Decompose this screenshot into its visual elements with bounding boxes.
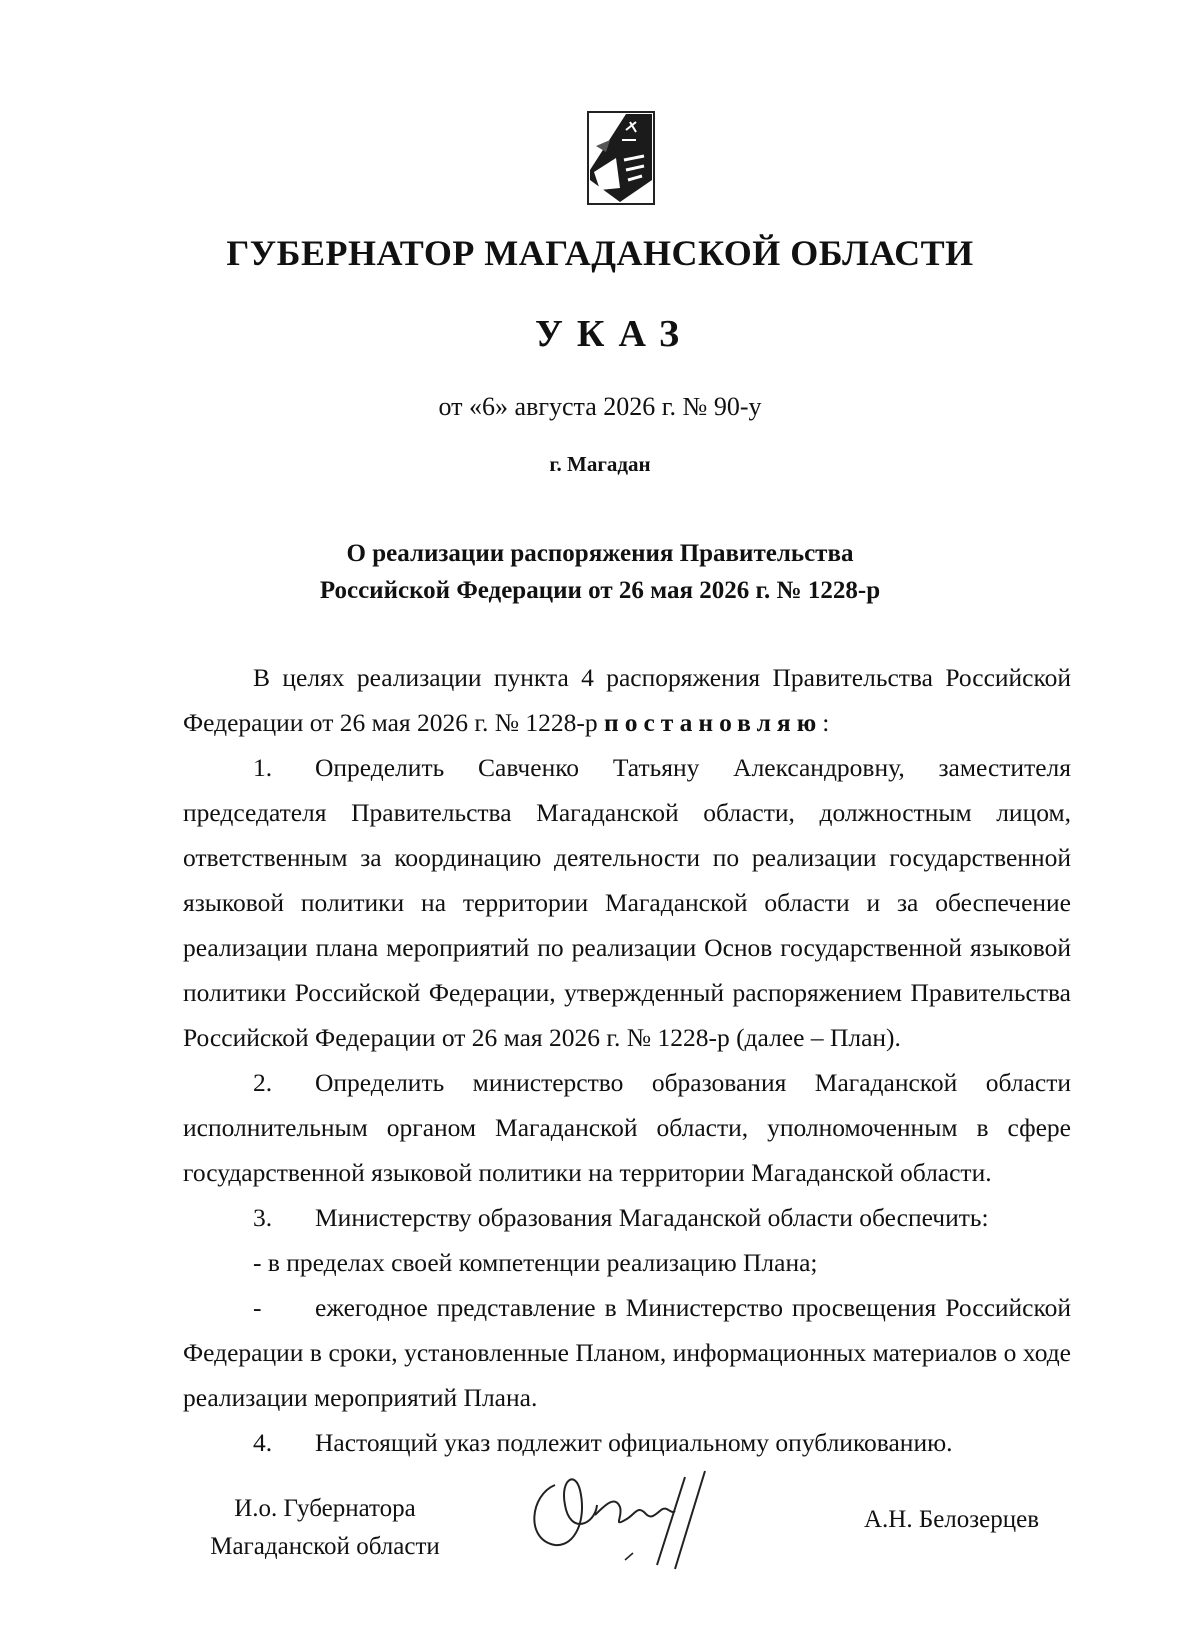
subject-line-2: Российской Федерации от 26 мая 2026 г. № 1228-р [319,577,881,604]
preamble-colon: : [822,708,830,737]
item-text: Настоящий указ подлежит официальному опубликованию. [315,1428,953,1457]
item-number: - [253,1293,262,1322]
subject-line-1: О реализации распоряжения Правительства [346,540,854,567]
signatory-name: А.Н. Белозерцев [864,1506,1040,1533]
item-text: Определить Савченко Татьяну Александровну, заместителя председателя Правительства Магаданской области, должностным лицом, ответственным за координацию деятельности по реализации государственной языковой политики на территории Магаданской области и за обеспечение реализации плана мероприятий по реализации Основ государственной языковой политики Российской Федерации, утвержденный распоряжением Правительства Российской Федерации от 26 мая 2026 г. № 1228-р (далее – План). [183,753,1071,1052]
preamble [183,655,1071,745]
list-item [183,745,1071,1060]
signatory-position [190,1490,460,1566]
signatory-position-line-2: Магаданской области [210,1533,440,1560]
item-number: 3. [253,1203,273,1232]
item-number: 1. [253,753,273,782]
item-number: 4. [253,1428,273,1457]
item-text: Определить министерство образования Магаданской области исполнительным органом Магаданской области, уполномоченным в сфере государственной языковой политики на территории Магаданской области. [183,1068,1071,1187]
item-text: Министерству образования Магаданской области обеспечить: [315,1203,989,1232]
list-item [183,1240,1071,1285]
preamble-text: В целях реализации пункта 4 распоряжения Правительства Российской Федерации от 26 мая 2026 г. № 1228-р [183,663,1071,737]
document-date-number: от «6» августа 2026 г. № 90-у [438,392,762,421]
item-number: 2. [253,1068,273,1097]
document-subject [0,535,1200,609]
decree-word: постановляю [604,708,823,737]
list-item [183,1420,1071,1465]
item-text: - в пределах своей компетенции реализацию Плана; [253,1248,818,1277]
issuing-authority: ГУБЕРНАТОР МАГАДАНСКОЙ ОБЛАСТИ [226,233,974,273]
document-type: УКАЗ [535,313,693,355]
signatory-position-line-1: И.о. Губернатора [234,1495,416,1522]
handwritten-signature [525,1465,765,1575]
list-item [183,1285,1071,1420]
item-text: ежегодное представление в Министерство просвещения Российской Федерации в сроки, установленные Планом, информационных материалов о ходе реализации мероприятий Плана. [183,1293,1071,1412]
document-place: г. Магадан [549,452,651,476]
list-item [183,1060,1071,1195]
coat-of-arms-icon [586,110,656,206]
document-body [183,655,1071,1465]
list-item [183,1195,1071,1240]
